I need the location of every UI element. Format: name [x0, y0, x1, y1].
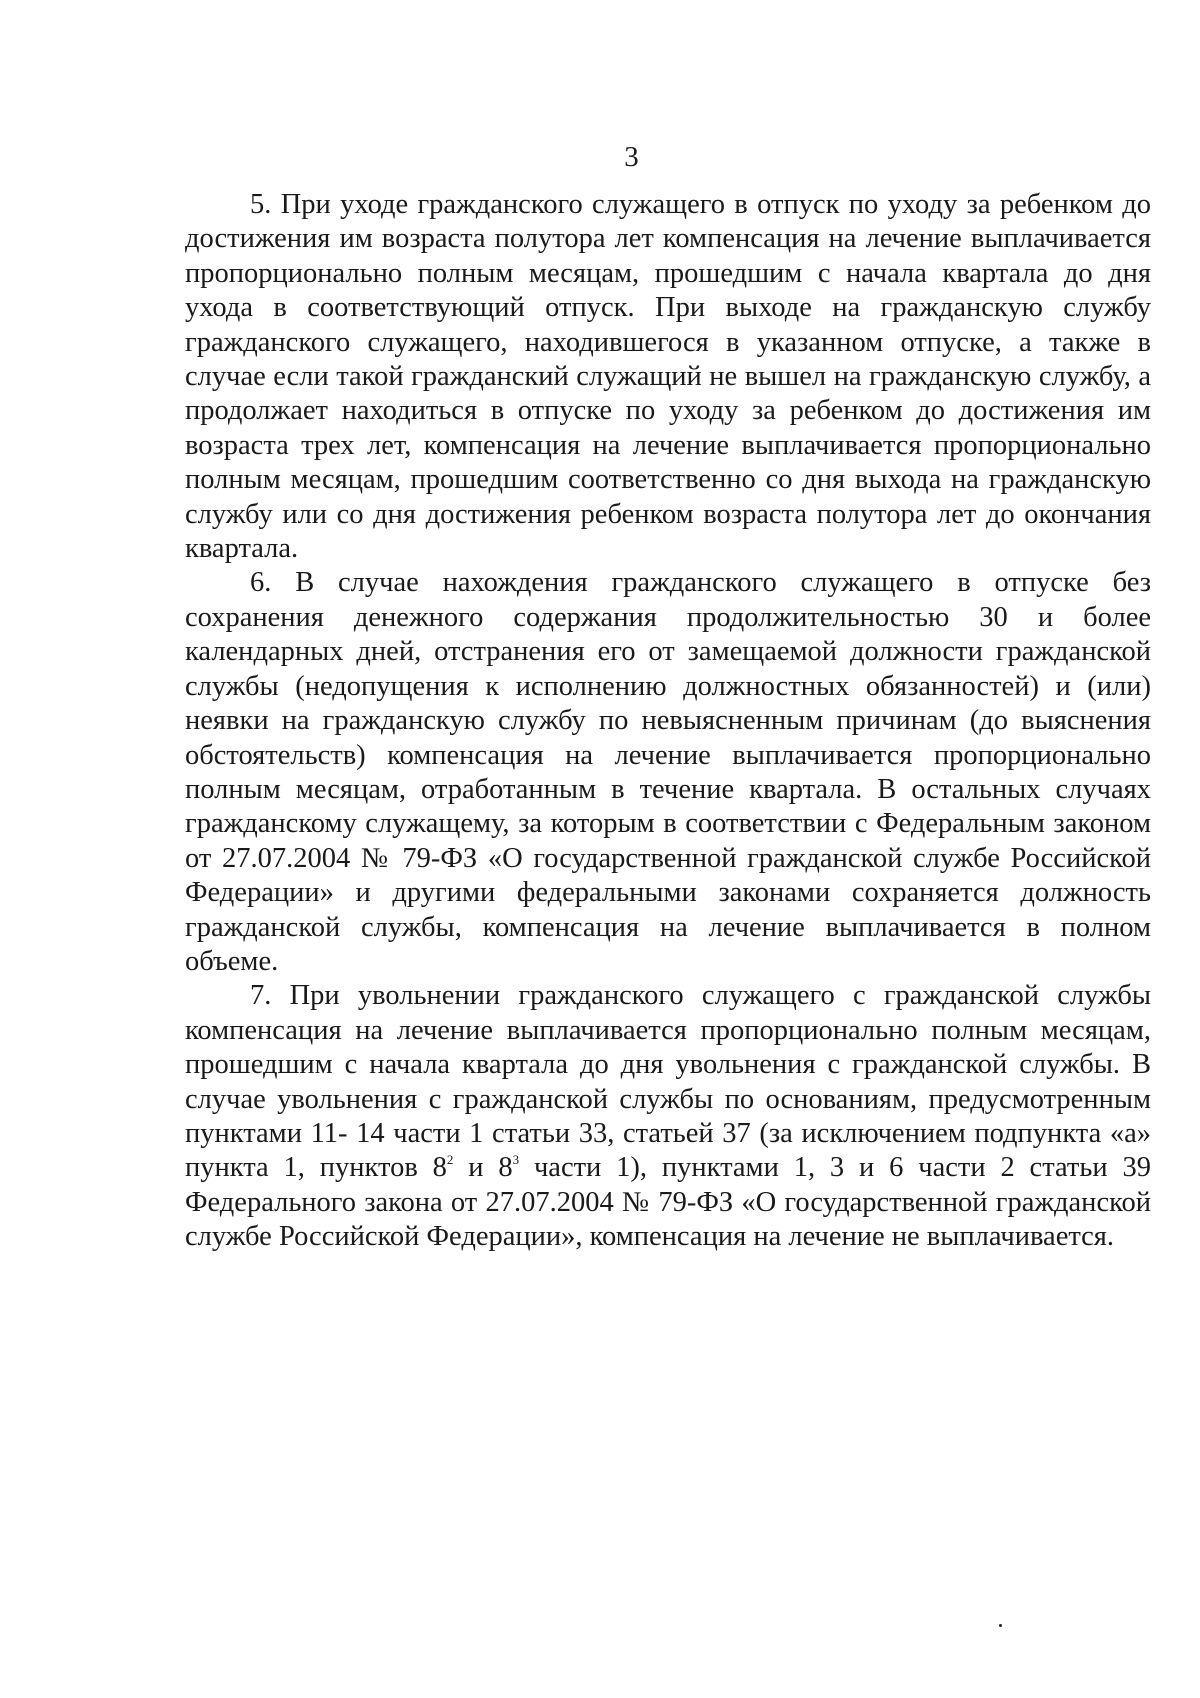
paragraph-6: 6. В случае нахождения гражданского служащего в отпуске без сохранения денежного содержания продолжительностью 30 и более календарных дней, отстранения его от замещаемой должности гражданской службы (недопущения к исполнению должностных обязанностей) и (или) неявки на гражданскую службу по невыясненным причинам (до выяснения обстоятельств) компенсация на лечение выплачивается пропорционально полным месяцам, отработанным в течение квартала. В остальных случаях гражданскому служащему, за которым в соответствии с Федеральным законом от 27.07.2004 № 79-ФЗ «О государственной гражданской службе Российской Федерации» и другими федеральными законами сохраняется должность гражданской службы, компенсация на лечение выплачивается в полном объеме. — [185, 567, 1151, 977]
scan-speck — [999, 1624, 1002, 1627]
document-body — [185, 188, 1151, 1255]
paragraph-7-text-c: части 1), пунктами 1, 3 и 6 части 2 статьи 39 Федерального закона от 27.07.2004 № 79-ФЗ «О государственной гражданской службе Российской Федерации», компенсация на лечение не выплачивается. — [185, 1152, 1151, 1253]
superscript-2: 2 — [446, 1152, 454, 1168]
superscript-3: 3 — [512, 1152, 520, 1168]
page-number: 3 — [624, 141, 639, 173]
paragraph-7-text-b: и 8 — [453, 1152, 513, 1184]
paragraph-7-text-a: 7. При увольнении гражданского служащего с гражданской службы компенсация на лечение выплачивается пропорционально полным месяцам, прошедшим с начала квартала до дня увольнения с гражданской службы. В случае увольнения с гражданской службы по основаниям, предусмотренным пунктами 11- 14 части 1 статьи 33, статьей 37 (за исключением подпункта «а» пункта 1, пунктов 8 — [185, 980, 1151, 1184]
paragraph-7 — [185, 979, 1151, 1254]
paragraph-5: 5. При уходе гражданского служащего в отпуск по уходу за ребенком до достижения им возраста полутора лет компенсация на лечение выплачивается пропорционально полным месяцам, прошедшим с начала квартала до дня ухода в соответствующий отпуск. При выходе на гражданскую службу гражданского служащего, находившегося в указанном отпуске, а также в случае если такой гражданский служащий не вышел на гражданскую службу, а продолжает находиться в отпуске по уходу за ребенком до достижения им возраста трех лет, компенсация на лечение выплачивается пропорционально полным месяцам, прошедшим соответственно со дня выхода на гражданскую службу или со дня достижения ребенком возраста полутора лет до окончания квартала. — [185, 189, 1151, 565]
